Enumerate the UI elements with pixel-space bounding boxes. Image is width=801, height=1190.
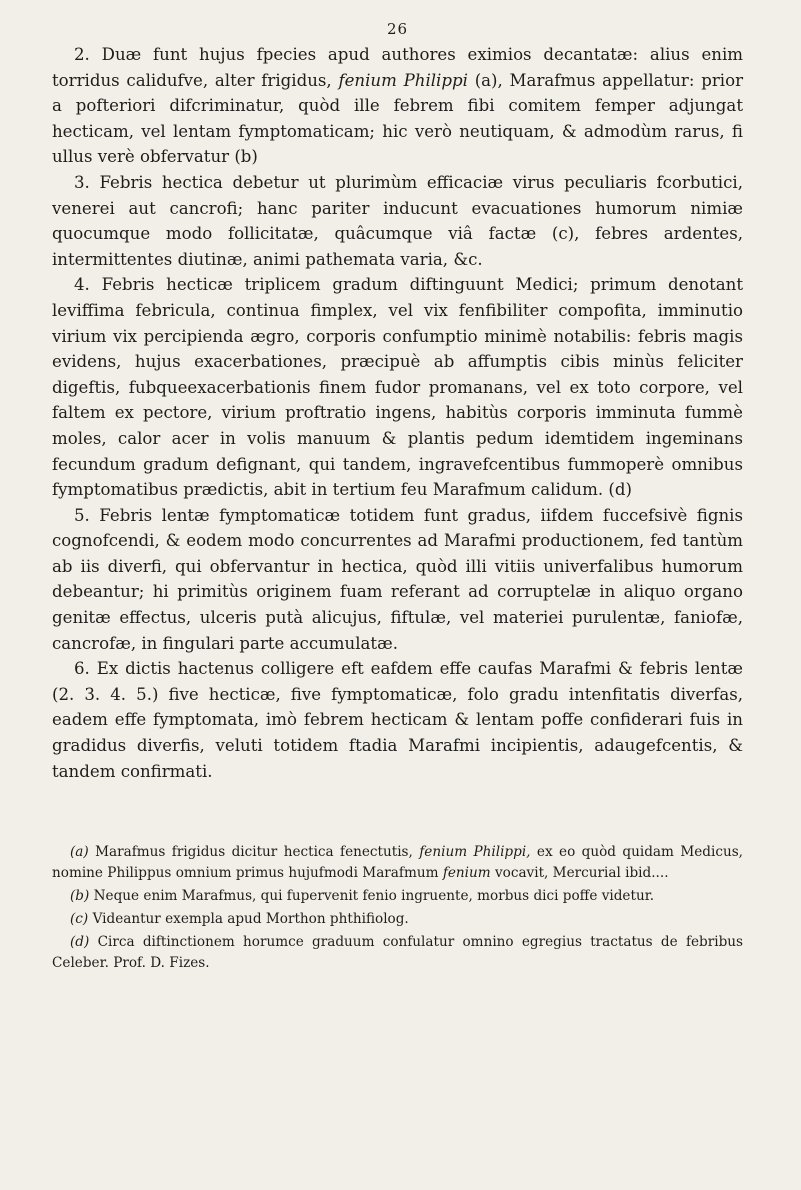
footnotes [52, 842, 743, 973]
footnote-text: ex eo quòd quidam Medicus, nomine Philippus omnium primus hujufmodi Marafmum [52, 844, 743, 881]
footnote-text: Videantur exempla apud Morthon phthifiolog. [92, 911, 409, 928]
footnote-text: vocavit, Mercurial ibid.... [494, 864, 669, 881]
footnote-marker: (d) [70, 934, 90, 951]
footnote-text: Circa diftinctionem horumce graduum confulatur omnino egregius tractatus de febribus Celeber. Prof. D. Fizes. [52, 934, 743, 971]
paragraph-3: 3. Febris hectica debetur ut plurimùm efficaciæ virus peculiaris fcorbutici, venerei aut cancrofi; hanc pariter inducunt evacuationes humorum nimiæ quocumque modo follicitatæ, quâcumque viâ factæ (c), febres ardentes, intermittentes diutinæ, animi pathemata varia, &c. [52, 172, 743, 269]
footnote-text: Neque enim Marafmus, qui fupervenit fenio ingruente, morbus dici poffe videtur. [93, 887, 655, 904]
footnote-marker: (c) [70, 911, 89, 928]
footnote-italic: fenium Philippi, [419, 844, 531, 861]
footnote-b [52, 886, 743, 906]
paragraph-4: 4. Febris hecticæ triplicem gradum diftinguunt Medici; primum denotant leviffima febricula, continua fimplex, vel vix fenfibiliter compofita, imminutio virium vix percipienda ægro, corporis confumptio minimè notabilis: febris magis evidens, hujus exacerbationes, præcipuè ab affumptis cibis minùs feliciter digeftis, fubqueexacerbationis finem fudor promanans, vel ex toto corpore, vel faltem ex pectore, virium proftratio ingens, habitùs corporis imminuta fummè moles, calor acer in volis manuum & plantis pedum idemtidem ingeminans fecundum gradum defignant, qui tandem, ingravefcentibus fummoperè omnibus fymptomatibus prædictis, abit in tertium feu Marafmum calidum. (d) [52, 275, 743, 500]
paragraph-2-italic-term: fenium Philippi [338, 70, 468, 90]
paragraph-2 [52, 42, 743, 170]
paragraph-5: 5. Febris lentæ fymptomaticæ totidem funt gradus, iifdem fuccefsivè fignis cognofcendi, & eodem modo concurrentes ad Marafmi productionem, fed tantùm ab iis diverfi, qui obfervantur in hectica, quòd illi vitiis univerfalibus humorum debeantur; hi primitùs originem fuam referant ad corruptelæ in aliquo organo genitæ effectus, ulceris putà alicujus, fiftulæ, vel materiei purulentæ, faniofæ, cancrofæ, in fingulari parte accumulatæ. [52, 505, 743, 653]
footnote-marker: (a) [70, 844, 89, 861]
footnote-marker: (b) [70, 887, 90, 904]
page-number: 26 [386, 20, 409, 38]
paragraph-2-text-continued: (a), Marafmus appellatur: prior a pofteriori difcriminatur, quòd ille febrem fibi comitem femper adjungat hecticam, vel lentam fymptomaticam; hic verò neutiquam, & admodùm rarus, fi ullus verè obfervatur (b) [52, 70, 743, 167]
paragraph-6: 6. Ex dictis hactenus colligere eft eafdem effe caufas Marafmi & febris lentæ (2. 3. 4. 5.) five hecticæ, five fymptomaticæ, folo gradu intenfitatis diverfas, eadem effe fymptomata, imò febrem hecticam & lentam poffe confiderari fuis in gradidus diverfis, veluti totidem ftadia Marafmi incipientis, adaugefcentis, & tandem confirmati. [52, 659, 743, 781]
footnote-c [52, 909, 743, 929]
footnote-d [52, 932, 743, 973]
paragraph-2-text: 2. Duæ funt hujus fpecies apud authores eximios decantatæ: alius enim torridus calidufve, alter frigidus, [52, 45, 743, 90]
footnote-a [52, 842, 743, 883]
footnote-italic: fenium [442, 864, 491, 881]
footnote-text: Marafmus frigidus dicitur hectica fenectutis, [95, 844, 413, 861]
